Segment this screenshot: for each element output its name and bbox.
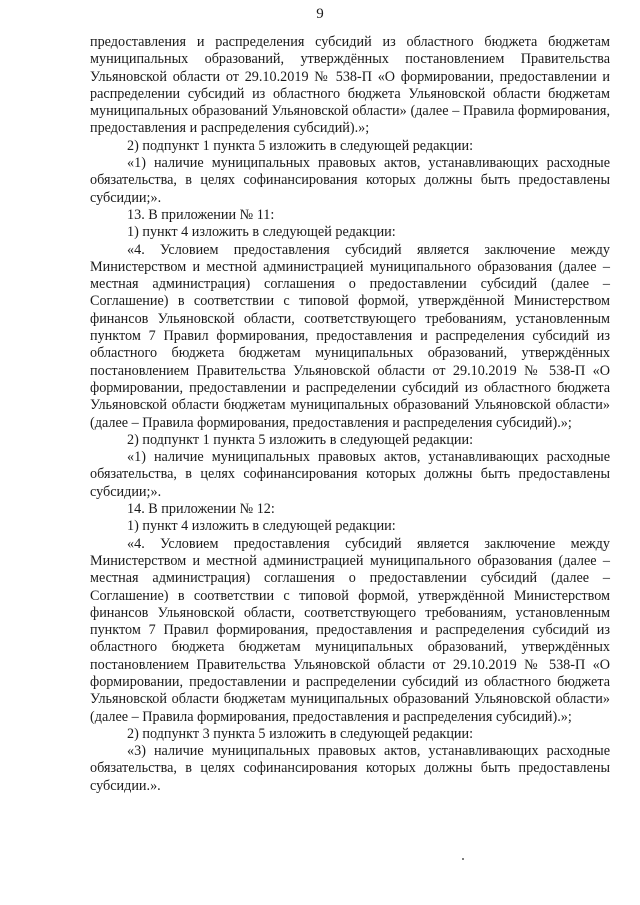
paragraph: 13. В приложении № 11: bbox=[127, 206, 275, 223]
paragraph: «4. Условием предоставления субсидий является заключение между Министерством и местной администрацией муниципального образования (далее – местная администрация) соглашения о предоставлении субсидий (далее – Соглашение) в соответствии с типовой формой, утверждённой Министерством финансов Ульяновской области, соответствующего требованиям, установленным пунктом 7 Правил формирования, предоставления и распределения субсидий из областного бюджета бюджетам муниципальных образований, утверждённых постановлением Правительства Ульяновской области от 29.10.2019 № 538-П «О формировании, предоставлении и распределении субсидий из областного бюджета Ульяновской области бюджетам муниципальных образований Ульяновской области» (далее – Правила формирования, предоставления и распределения субсидий).»; bbox=[90, 535, 610, 725]
paragraph: «1) наличие муниципальных правовых актов, устанавливающих расходные обязательства, в целях софинансирования которых должны быть предоставлены субсидии;». bbox=[90, 449, 610, 500]
paragraph: «4. Условием предоставления субсидий является заключение между Министерством и местной администрацией муниципального образования (далее – местная администрация) соглашения о предоставлении субсидий (далее – Соглашение) в соответствии с типовой формой, утверждённой Министерством финансов Ульяновской области, соответствующего требованиям, установленным пунктом 7 Правил формирования, предоставления и распределения субсидий из областного бюджета бюджетам муниципальных образований, утверждённых постановлением Правительства Ульяновской области от 29.10.2019 № 538-П «О формировании, предоставлении и распределении субсидий из областного бюджета Ульяновской области бюджетам муниципальных образований Ульяновской области» (далее – Правила формирования, предоставления и распределения субсидий).»; bbox=[90, 241, 610, 431]
paragraph: «3) наличие муниципальных правовых актов, устанавливающих расходные обязательства, в целях софинансирования которых должны быть предоставлены субсидии.». bbox=[90, 743, 610, 794]
paragraph: 14. В приложении № 12: bbox=[127, 501, 275, 518]
paragraph: 1) пункт 4 изложить в следующей редакции: bbox=[127, 224, 396, 241]
paragraph: 1) пункт 4 изложить в следующей редакции: bbox=[127, 518, 396, 535]
page-number: 9 bbox=[316, 6, 324, 22]
paragraph: «1) наличие муниципальных правовых актов, устанавливающих расходные обязательства, в целях софинансирования которых должны быть предоставлены субсидии;». bbox=[90, 155, 610, 206]
scan-speck bbox=[462, 858, 464, 860]
paragraph: 2) подпункт 1 пункта 5 изложить в следующей редакции: bbox=[127, 431, 474, 448]
paragraph-continuation: предоставления и распределения субсидий из областного бюджета бюджетам муниципальных образований, утверждённых постановлением Правительства Ульяновской области от 29.10.2019 № 538-П «О формировании, предоставлении и распределении субсидий из областного бюджета Ульяновской области бюджетам муниципальных образований Ульяновской области» (далее – Правила формирования, предоставления и распределения субсидий).»; bbox=[90, 34, 610, 137]
paragraph: 2) подпункт 1 пункта 5 изложить в следующей редакции: bbox=[127, 137, 474, 154]
paragraph: 2) подпункт 3 пункта 5 изложить в следующей редакции: bbox=[127, 725, 474, 742]
